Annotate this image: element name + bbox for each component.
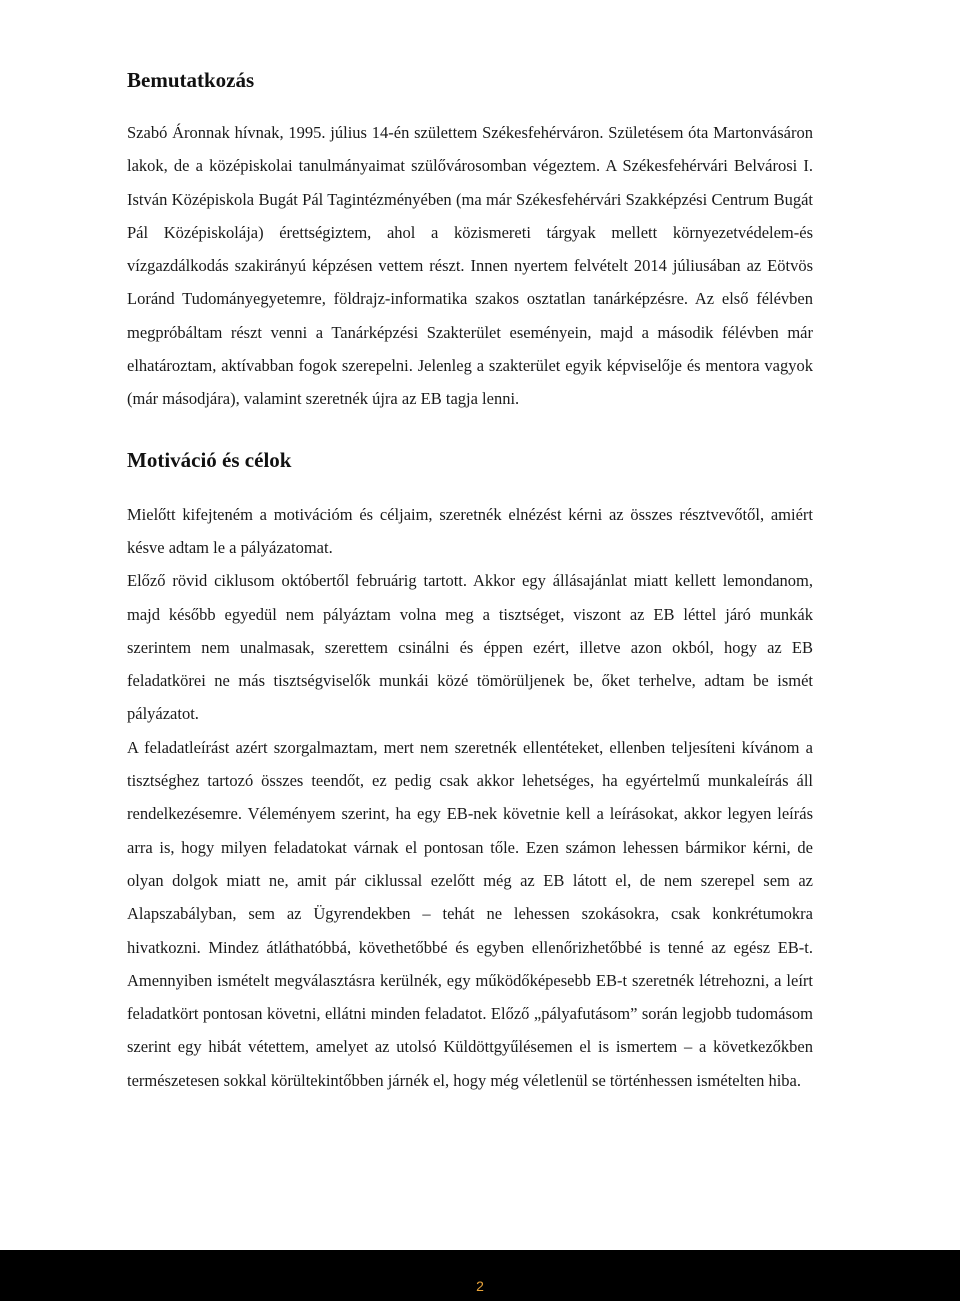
paragraph-previous-cycle: Előző rövid ciklusom októbertől februárig tartott. Akkor egy állásajánlat miatt kellett lemondanom, majd később egyedül nem pályáztam volna meg a tisztséget, viszont az EB léttel járó munkák szerintem nem unalmasak, szerettem csinálni és éppen ezért, illetve azon okból, hogy az EB feladatkörei ne más tisztségviselők munkái közé tömörüljenek be, őket terhelve, adtam be ismét pályázatot. [127,571,813,724]
paragraph-apology: Mielőtt kifejteném a motivációm és céljaim, szeretnék elnézést kérni az összes résztvevőtől, amiért késve adtam le a pályázatomat. [127,504,813,557]
paragraph-job-description: A feladatleírást azért szorgalmaztam, mert nem szeretnék ellentéteket, ellenben teljesíteni kívánom a tisztséghez tartozó összes teendőt, ez pedig csak akkor lehetséges, ha egyértelmű munkaleírás áll rendelkezésemre. Véleményem szerint, ha egy EB-nek követnie kell a leírásokat, akkor legyen leírás arra is, hogy milyen feladatokat várnak el pontosan tőle. Ezen számon lehessen bármikor kérni, de olyan dolgok miatt ne, amit pár ciklussal ezelőtt még az EB látott el, de nem szerepel sem az Alapszabályban, sem az Ügyrendekben – tehát ne lehessen szokásokra, csak konkrétumokra hivatkozni. Mindez átláthatóbbá, követhetőbbé és egyben ellenőrizhetőbbé is tenné az egész EB-t. Amennyiben ismételt megválasztásra kerülnék, egy működőképesebb EB-t szeretnék létrehozni, a leírt feladatkört pontosan követni, ellátni minden feladatot. Előző „pályafutásom” során legjobb tudomásom szerint egy hibát vétettem, amelyet az utolsó Küldöttgyűlésemen el is ismertem – a következőkben természetesen sokkal körültekintőbben járnék el, hogy még véletlenül se történhessen ismételten hiba. [127,737,813,1090]
page-number: 2 [476,1278,484,1294]
heading-bemutatkozas: Bemutatkozás [127,68,255,92]
page-footer [0,1250,960,1301]
paragraph-introduction: Szabó Áronnak hívnak, 1995. július 14-én születtem Székesfehérváron. Születésem óta Martonvásáron lakok, de a középiskolai tanulmányaimat szülővárosomban végeztem. A Székesfehérvári Belvárosi I. István Középiskola Bugát Pál Tagintézményében (ma már Székesfehérvári Szakképzési Centrum Bugát Pál Középiskolája) érettségiztem, ahol a közismereti tárgyak mellett környezetvédelem-és vízgazdálkodás szakirányú képzésen vettem részt. Innen nyertem felvételt 2014 júliusában az Eötvös Loránd Tudományegyetemre, földrajz-informatika szakos osztatlan tanárképzésre. Az első félévben megpróbáltam részt venni a Tanárképzési Szakterület eseményein, majd a második félévben már elhatároztam, aktívabban fogok szerepelni. Jelenleg a szakterület egyik képviselője és mentora vagyok (már másodjára), valamint szeretnék újra az EB tagja lenni. [127,123,813,409]
document-body [127,66,813,1097]
heading-motivacio: Motiváció és célok [127,447,292,472]
